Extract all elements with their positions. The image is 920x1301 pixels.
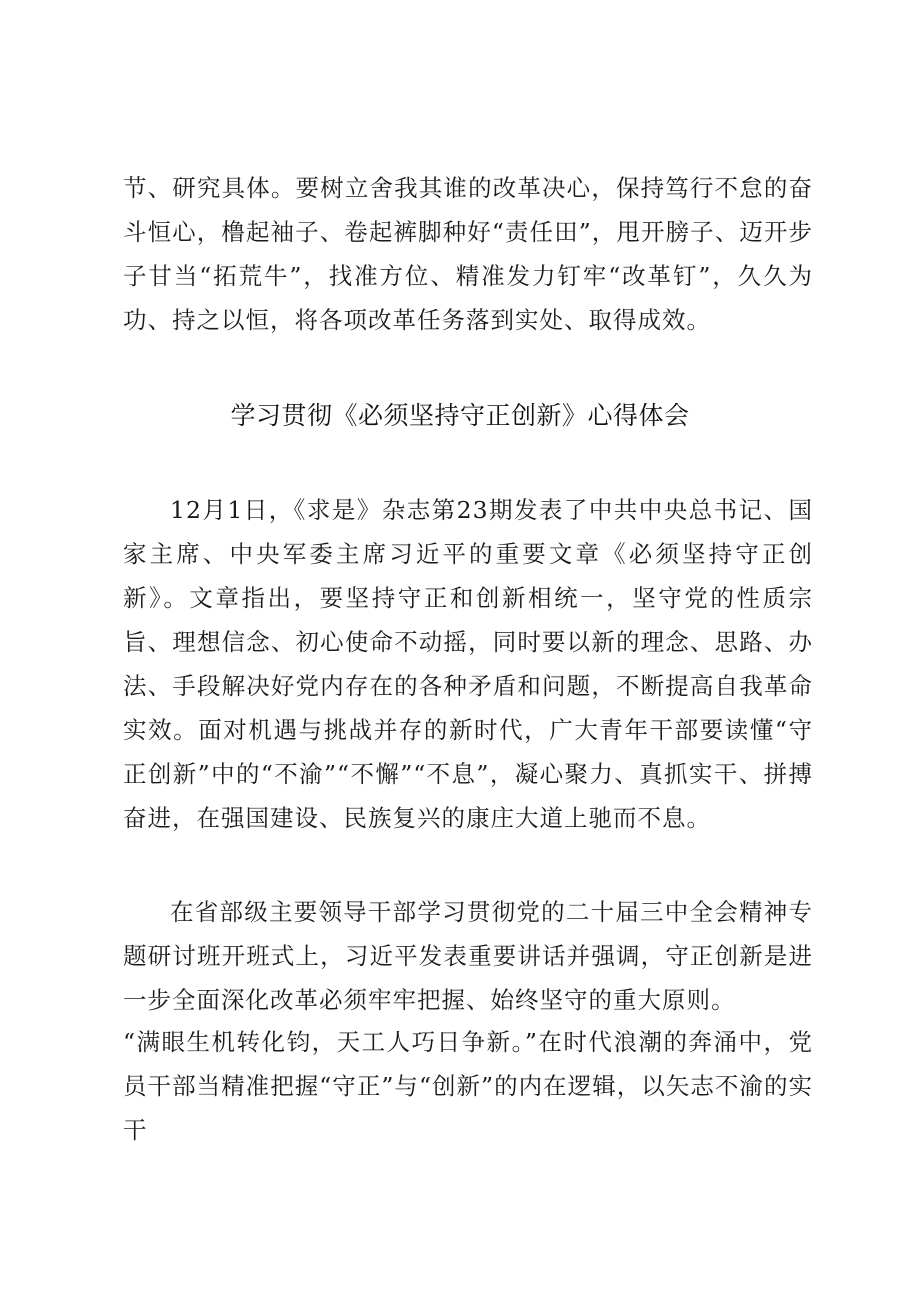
article-heading: 学习贯彻《必须坚持守正创新》心得体会 [230,401,690,430]
speech-paragraph: 在省部级主要领导干部学习贯彻党的二十届三中全会精神专题研讨班开班式上，习近平发表重要讲话并强调，守正创新是进一步全面深化改革必须牢牢把握、始终坚守的重大原则。 [123,898,813,1014]
intro-paragraph: 12月1日，《求是》杂志第23期发表了中共中央总书记、国家主席、中央军委主席习近平的重要文章《必须坚持守正创新》。文章指出，要坚持守正和创新相统一，坚守党的性质宗旨、理想信念、初心使命不动摇，同时要以新的理念、思路、办法、手段解决好党内存在的各种矛盾和问题，不断提高自我革命实效。面对机遇与挑战并存的新时代，广大青年干部要读懂“守正创新”中的“不渝”“不懈”“不息”，凝心聚力、真抓实干、拼搏奋进，在强国建设、民族复兴的康庄大道上驰而不息。 [123,496,813,832]
continuation-paragraph: 节、研究具体。要树立舍我其谁的改革决心，保持笃行不怠的奋斗恒心，橹起袖子、卷起裤脚种好“责任田”，甩开膀子、迈开步子甘当“拓荒牛”，找准方位、精准发力钉牢“改革钉”，久久为功、持之以恒，将各项改革任务落到实处、取得成效。 [123,174,813,334]
quote-paragraph: “满眼生机转化钧，天工人巧日争新。”在时代浪潮的奔涌中，党员干部当精准把握“守正”与“创新”的内在逻辑，以矢志不渝的实干 [123,1028,813,1144]
